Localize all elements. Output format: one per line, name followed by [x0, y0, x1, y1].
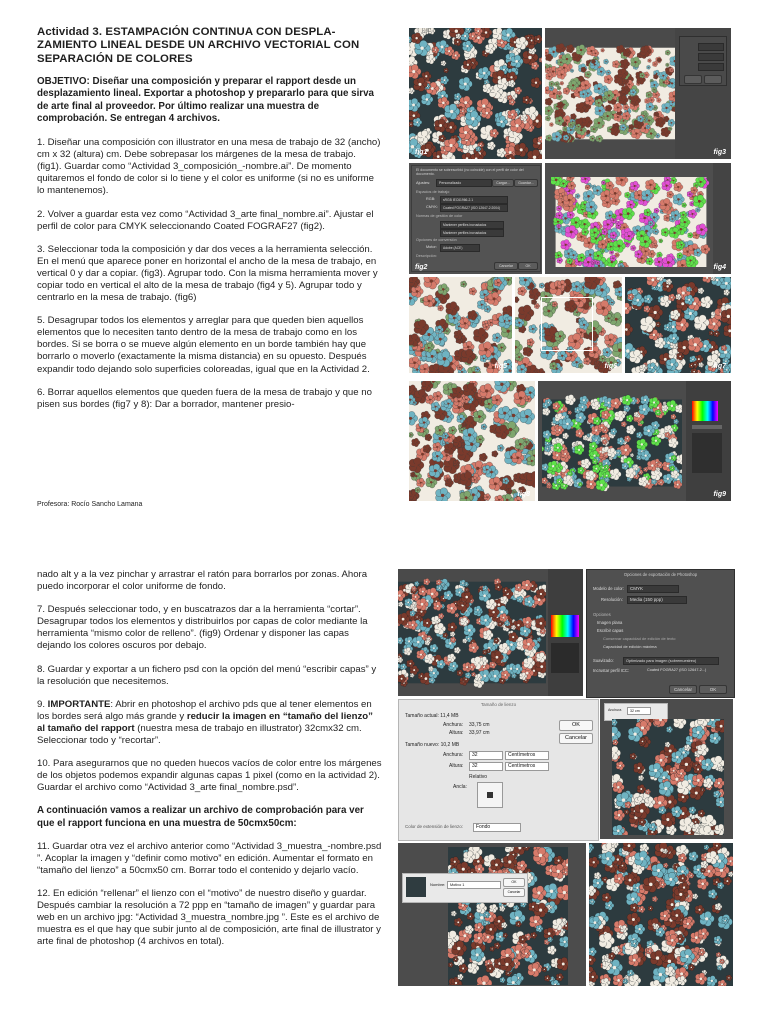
fig7-image [625, 277, 731, 373]
layers-list [551, 643, 579, 673]
escribir-capas-radio[interactable]: Escribir capas [597, 628, 624, 633]
conservar-texto-checkbox[interactable]: Conservar capacidad de edición de texto [603, 636, 676, 641]
motivo-name-label: Nombre: [430, 882, 446, 887]
motor-label: Motor: [426, 245, 437, 249]
incrustar-checkbox[interactable]: Incrustar perfil ICC: [593, 668, 630, 673]
imagen-plana-radio[interactable]: Imagen plana [597, 620, 623, 625]
fig4-image [545, 163, 731, 274]
psd-dialog-title: Opciones de exportación de Photoshop [623, 572, 698, 577]
step-9-text-a: : Abrir en photoshop el archivo pds que al tener elementos en los bordes será algo más grande y [37, 698, 372, 722]
flower-motif [612, 342, 622, 358]
flower-motif [615, 287, 622, 297]
fig9-slider[interactable] [692, 425, 722, 429]
layers-panel [548, 569, 583, 696]
author-credit: Profesora: Rocío Sancho Lamana [37, 501, 143, 508]
altura-unit-select[interactable]: Centímetros [505, 762, 549, 771]
flower-motif [534, 35, 542, 44]
crop-small-label: Anchura [608, 708, 622, 712]
ajustes-label: Ajustes: [416, 180, 431, 185]
resolucion-select[interactable]: Media (150 ppp) [627, 596, 687, 604]
step-6-continued: nado alt y a la vez pinchar y arrastrar el ratón para borrarlos por zonas. Ahora puedo incorporar el color uniforme de fondo. [37, 569, 368, 593]
cargar-button[interactable]: Cargar... [492, 179, 514, 187]
color-settings-dialog [411, 165, 541, 272]
step-11: 11. Guardar otra vez el archivo anterior como “Actividad 3_muestra_-nombre.psd ”. Acoplar la imagen y “definir como motivo” en edición. Aumentar el formato en “tamaño del lienzo” a 50cmx50 cm. Borrar todo el contenido y dejarlo vacío. [37, 840, 382, 876]
flower-motif [701, 244, 710, 254]
anchura-actual-value: 33,75 cm [469, 722, 490, 728]
step-9 [37, 699, 382, 747]
motivo-dialog [402, 873, 528, 903]
cmyk-label: CMYK: [426, 205, 439, 209]
flower-motif [559, 936, 568, 948]
fig3-label: fig3 [713, 149, 726, 156]
objective-paragraph: OBJETIVO: Diseñar una composición y preparar el rapport desde un desplazamiento lineal. Exportar a photoshop y prepararlo para que sirva de arte final al proveedor. Por último realizar una muestra de comprobación. Se entregan 4 archivos. [37, 76, 374, 124]
fig6-image [515, 277, 622, 373]
step-1: 1. Diseñar una composición con illustrator en una mesa de trabajo de 32 (ancho) cm x 32 (altura) cm. Debe sobrepasar los márgenes de la mesa de trabajo. (fig1). Guardar como “Actividad 3_composición_-nombre.ai”. De momento quitaremos el fondo de color si lo tiene y el color es uniforme (si no es uniforme lo mantenemos). [37, 137, 381, 197]
illustrator-layers-screenshot [398, 569, 583, 696]
step-7: 7. Después seleccionar todo, y en buscatrazos dar a la herramienta “cortar”. Desagrupar todos los elementos y distribuirlos por capas de color mediante la herramienta “mismo color de relleno”. (fig9) Ordenar y disponer las capas dejando los colores oscuros por debajo. [37, 604, 368, 652]
fig2-image [409, 163, 542, 274]
flower-motif [676, 454, 682, 464]
flower-motif [539, 57, 542, 62]
anchura-actual-label: Anchura: [443, 722, 464, 728]
flower-motif [505, 316, 512, 325]
define-pattern-screenshot [398, 843, 586, 986]
opciones-label: Opciones [593, 612, 611, 617]
fig1-label: fig1 [415, 149, 428, 156]
step-5: 5. Desagrupar todos los elementos y arreglar para que queden bien aquellos elementos que lo necesiten tanto dentro de la mesa de trabajo como en los bordes. Si se borra o se mueve algún elemento en un borde también hay que borrarlo o moverlo (exactamente la misma distancia) en su opuesto. Después expandir todo dejando solo superficies coloreadas, igual que en la Actividad 2. [37, 315, 370, 375]
step-9-emphasis: reducir la imagen en “tamaño del lienzo” al tamaño del rapport [37, 710, 373, 734]
incrustar-profile: Coated FOGRA27 (ISO 12647-2...) [647, 668, 707, 672]
crop-small-input[interactable]: 32 cm [627, 707, 651, 715]
suavizado-label: Suavizado: [593, 658, 614, 663]
crop-screenshot [600, 699, 733, 839]
step-8: 8. Guardar y exportar a un fichero psd con la opción del menú “escribir capas” y la resolución que necesitemos. [37, 663, 377, 687]
flower-motif [526, 471, 535, 487]
fig3-side-panel [675, 28, 731, 159]
fig1-image [409, 28, 542, 159]
flower-motif [715, 824, 724, 835]
flower-motif [535, 617, 546, 629]
flower-motif [557, 957, 568, 970]
step-2: 2. Volver a guardar esta vez como “Actividad 3_arte final_nombre.ai”. Ajustar el perfil de color para CMYK seleccionando Coated FOGRAF27 (fig2). [37, 208, 374, 232]
flower-motif [715, 720, 724, 733]
fig3-ok-button[interactable] [704, 75, 722, 84]
motor-select[interactable]: Adobe (ACE) [440, 244, 480, 252]
fig8-label: fig8 [517, 491, 530, 498]
fig9-color-spectrum[interactable] [692, 401, 718, 421]
final-sample-image [589, 843, 733, 986]
flower-motif [728, 872, 733, 877]
step-9-number: 9. [37, 698, 48, 710]
canvas-size-dialog [398, 699, 599, 841]
psd-export-dialog [586, 569, 735, 698]
rgb-policy-select[interactable]: Mantener perfiles incrustados [440, 221, 504, 229]
fig9-label: fig9 [713, 491, 726, 498]
modelo-select[interactable]: CMYK [627, 585, 679, 593]
anchor-grid[interactable] [477, 782, 503, 808]
rgb-label: RGB: [426, 197, 436, 201]
page-2-text-column [37, 569, 382, 959]
activity-title: Actividad 3. ESTAMPACIÓN CONTINUA CON DESPLA-ZAMIENTO LINEAL DESDE UN ARCHIVO VECTORIAL CON SEPARACIÓN DE COLORES [37, 26, 360, 65]
step-12: 12. En edición “rellenar” el lienzo con el “motivo” de nuestro diseño y guardar. Después cambiar la resolución a 72 ppp en “tamaño de imagen” y guardar para web en un archivo jpg: “Actividad 3_muestra_nombre.jpg ”. Este es el archivo de muestra es el que hay que subir junto al de composición, arte final de illustrator y arte final de photoshop (4 archivos en total). [37, 887, 381, 948]
relativo-checkbox[interactable]: Relativo [469, 774, 488, 780]
fig3-field-v[interactable] [698, 53, 724, 61]
flower-motif [538, 136, 542, 143]
psd-cancel-button[interactable]: Cancelar [669, 685, 697, 694]
anchura-label: Anchura: [443, 752, 464, 758]
fig8-image [409, 381, 535, 501]
cmyk-select[interactable]: Coated FOGRA27 (ISO 12647-2:2004) [440, 204, 508, 212]
ancla-label: Ancla: [453, 784, 467, 790]
flower-motif [562, 869, 568, 876]
fig6-label: fig6 [604, 363, 617, 370]
step-9-important: IMPORTANTE [47, 698, 111, 710]
dialog-intro: El documento se sobrescribió (no coincide) con el perfil de color del documento. [416, 168, 524, 177]
modelo-label: Modelo de color: [593, 586, 624, 591]
psd-ok-button[interactable]: OK [699, 685, 727, 694]
max-edicion-checkbox[interactable]: Capacidad de edición máxima [603, 644, 657, 649]
fig5-image [409, 277, 512, 373]
flower-motif [557, 885, 568, 901]
anchura-input[interactable]: 32 [469, 751, 503, 760]
fig9-image [538, 381, 731, 501]
altura-input[interactable]: 32 [469, 762, 503, 771]
flower-motif [716, 797, 724, 808]
fig5-label: fig5 [494, 363, 507, 370]
cmyk-policy-select[interactable]: Mantener perfiles incrustados [440, 229, 504, 237]
normas-label: Normas de gestión de color [416, 214, 463, 218]
motivo-cancel-button[interactable]: Cancelar [503, 888, 525, 897]
canvas-dialog-title: Tamaño de lienzo [480, 702, 517, 707]
fig3-copy-button[interactable] [684, 75, 702, 84]
canvas-cancel-button[interactable]: Cancelar [559, 733, 593, 744]
sample-intro: A continuación vamos a realizar un archivo de comprobación para ver que el rapport funciona en una muestra de 50cmx50cm: [37, 805, 364, 829]
fig4-label: fig4 [713, 264, 726, 271]
fig9-layers-list [692, 433, 722, 473]
anchor-center[interactable] [487, 792, 493, 798]
flower-motif [527, 456, 535, 466]
fig3-image [545, 28, 731, 159]
altura-actual-value: 33,97 cm [469, 730, 490, 736]
color-spectrum[interactable] [551, 615, 579, 637]
fig3-field-h[interactable] [698, 43, 724, 51]
color-extension-label: Color de extensión de lienzo: [405, 824, 464, 829]
fig2-cancel-button[interactable]: Cancelar [494, 262, 518, 270]
fig3-field-d[interactable] [698, 63, 724, 71]
descripcion-label: Descripción: [416, 254, 437, 258]
page-1-text-column [37, 26, 382, 422]
guardar-button[interactable]: Guardar... [514, 179, 538, 187]
altura-actual-label: Altura: [449, 730, 464, 736]
fig2-label: fig2 [415, 264, 428, 271]
opciones-label: Opciones de conversión [416, 238, 457, 242]
altura-label: Altura: [449, 763, 464, 769]
fig9-color-panel [686, 381, 731, 501]
fig4-tool-panel [713, 163, 731, 274]
step-10: 10. Para asegurarnos que no queden huecos vacíos de color entre los márgenes de los objetos podemos expandir algunas capas 1 pixel (como en la actividad 2). Guardar el archivo como “Actividad 3_arte final_nombre.psd”. [37, 758, 382, 794]
step-6: 6. Borrar aquellos elementos que queden fuera de la mesa de trabajo y que no pisen sus bordes (fig7 y 8): Dar a borrador, mantener presio- [37, 386, 372, 410]
fig6-artboard-outline [541, 297, 593, 351]
flower-motif [721, 309, 731, 325]
motivo-name-input[interactable]: Motivo 1 [447, 881, 501, 889]
step-9-text-b: (nuestra mesa de trabajo en illustrator) 32cmx32 cm. Seleccionar todo y “recortar”. [37, 722, 362, 747]
espacios-label: Espacios de trabajo [416, 190, 450, 194]
page-2 [0, 512, 768, 1024]
fig2-ok-button[interactable]: OK [518, 262, 538, 270]
flower-motif [723, 324, 731, 338]
ajustes-select[interactable]: Personalizado [436, 179, 492, 187]
actual-size-label: Tamaño actual: 11,4 MB [405, 713, 459, 719]
suavizado-select[interactable]: Optimizado para imagen (sobremuestreo) [623, 657, 719, 665]
canvas-ok-button[interactable]: OK [559, 720, 593, 731]
motivo-thumbnail [406, 877, 426, 897]
fig7-label: fig7 [713, 363, 726, 370]
step-3: 3. Seleccionar toda la composición y dar dos veces a la herramienta selección. En el menú que aparece poner en horizontal el ancho de la mesa de trabajo, en vertical 0 y dar a copiar. (fig3). Agrupar todo. Con la misma herramienta mover y copiar todo en vertical el alto de la mesa de trabajo (fig4 y 5). Agrupar todo y centrarlo en la mesa de trabajo. (fig6) [37, 243, 378, 304]
color-extension-select[interactable]: Fondo [473, 823, 521, 832]
rgb-select[interactable]: sRGB IEC61966-2.1 [440, 196, 508, 204]
flower-motif [675, 404, 682, 413]
fig3-move-dialog [679, 36, 727, 86]
motivo-ok-button[interactable]: OK [503, 878, 525, 887]
resolucion-label: Resolución: [601, 597, 623, 602]
flower-motif [680, 469, 682, 473]
nuevo-size-label: Tamaño nuevo: 10,2 MB [405, 742, 460, 748]
anchura-unit-select[interactable]: Centímetros [505, 751, 549, 760]
